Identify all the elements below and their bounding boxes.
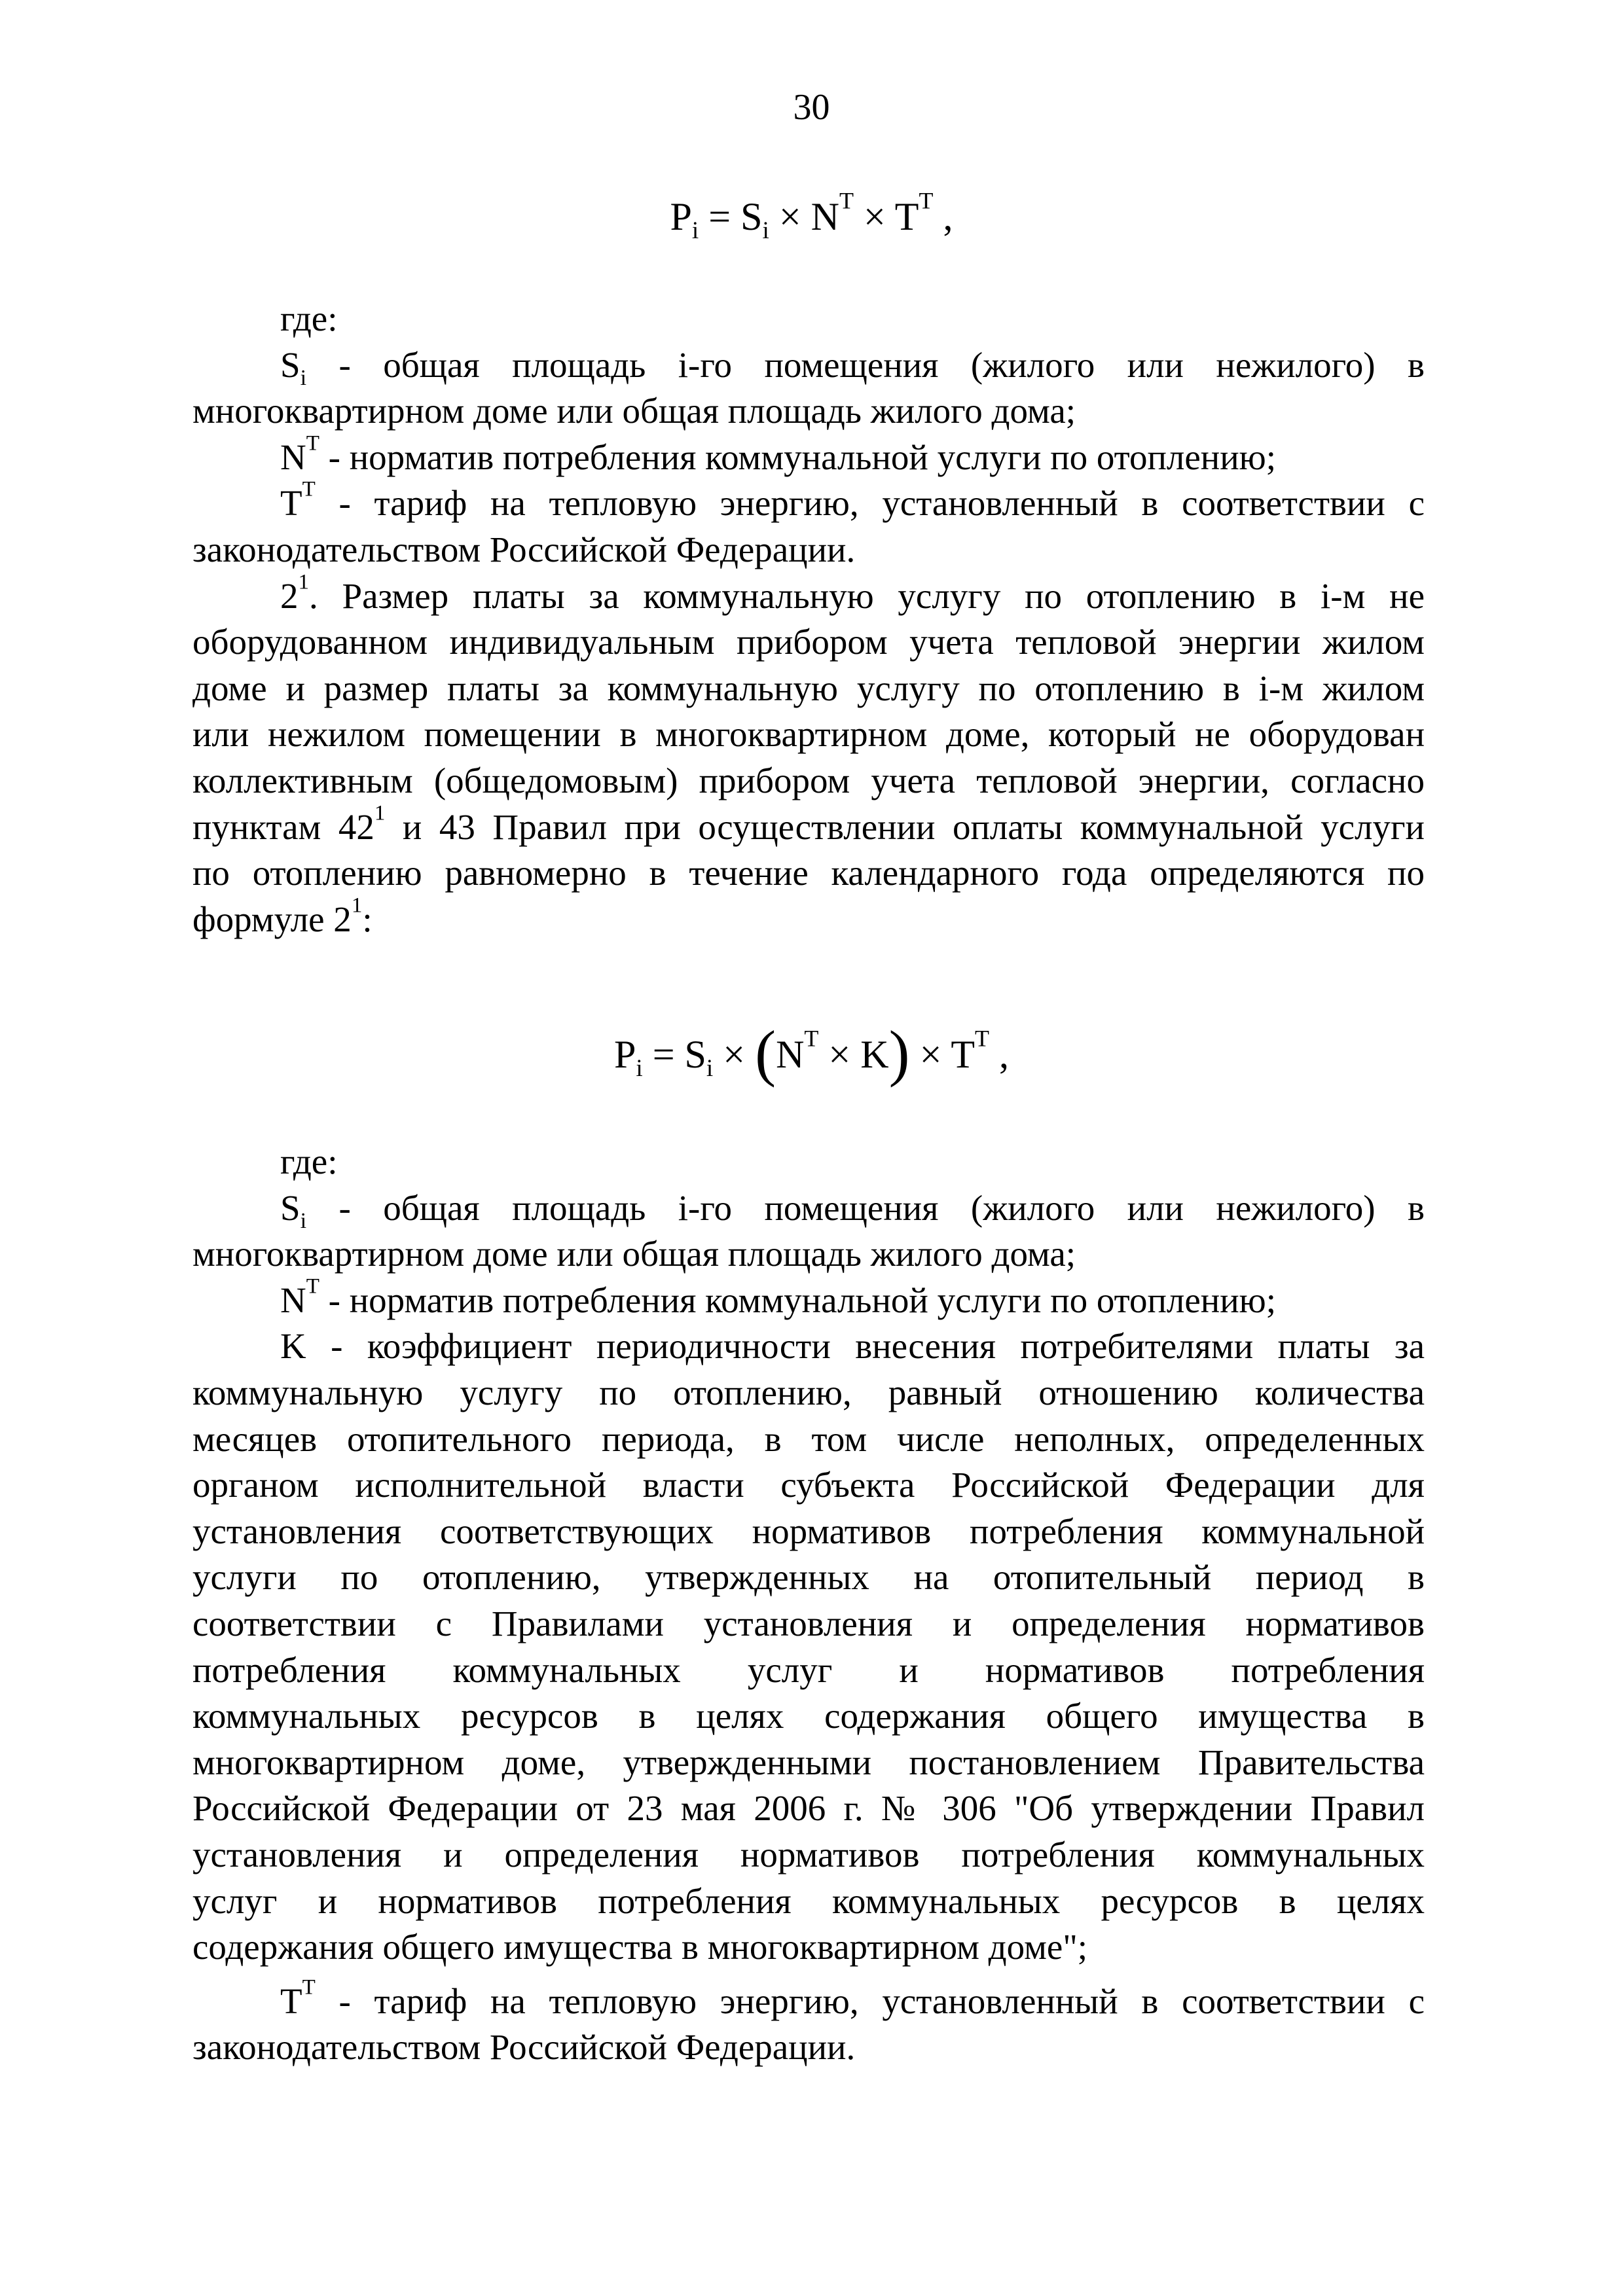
definition-n2: $N^T$ - норматив потребления коммунальной услуги по отоплению; — [280, 1277, 1277, 1320]
paragraph-2-1-line-5: коллективным (общедомовым) прибором учета тепловой энергии, согласно — [192, 760, 1425, 800]
definition-k-line-13: услуг и нормативов потребления коммунальных ресурсов в целях — [192, 1880, 1425, 1921]
definition-k-line-1: K - коэффициент периодичности внесения потребителями платы за — [280, 1326, 1425, 1367]
paragraph-2-1-line-8: формуле $2^1$: — [192, 896, 373, 939]
definition-t2-line-1: $T^T$ - тариф на тепловую энергию, установленный в соответствии с — [280, 1978, 1425, 2021]
definition-k-line-3: месяцев отопительного периода, в том числе неполных, определенных — [192, 1418, 1425, 1459]
paragraph-2-1-line-2: оборудованном индивидуальным прибором учета тепловой энергии жилом — [192, 622, 1425, 662]
definition-k-line-12: установления и определения нормативов потребления коммунальных — [192, 1834, 1425, 1874]
definition-t-line-2: законодательством Российской Федерации. — [192, 529, 856, 569]
definition-k-line-10: многоквартирном доме, утвержденными постановлением Правительства — [192, 1742, 1425, 1782]
definition-s-line-1: $S_i$ - общая площадь i-го помещения (жилого или нежилого) в — [280, 344, 1425, 389]
definitions-block-2 — [192, 1139, 1425, 2071]
paragraph-2-1-line-1: $2^1$. Размер платы за коммунальную услугу по отоплению в i-м не — [280, 573, 1425, 616]
definition-k-line-5: установления соответствующих нормативов потребления коммунальной — [192, 1511, 1425, 1551]
definition-k-line-4: органом исполнительной власти субъекта Российской Федерации для — [192, 1465, 1425, 1505]
formula-2: $P_i = S_i \times (N^T \times K) \times T^T$ , — [613, 1018, 1009, 1088]
where-label: где: — [280, 298, 338, 338]
paragraph-2-1-line-6: пунктам $42^1$ и 43 Правил при осуществлении оплаты коммунальной услуги — [192, 804, 1425, 847]
definition-s2-line-2: многоквартирном доме или общая площадь жилого дома; — [192, 1234, 1076, 1274]
formula-1: $P_i = S_i \times N^T \times T^T$ , — [670, 187, 953, 245]
definition-k-line-7: соответствии с Правилами установления и определения нормативов — [192, 1603, 1425, 1643]
definition-n: $N^T$ - норматив потребления коммунальной услуги по отоплению; — [280, 434, 1277, 477]
definition-t2-line-2: законодательством Российской Федерации. — [192, 2027, 856, 2068]
page-number: 30 — [793, 87, 830, 128]
paragraph-2-1-line-3: доме и размер платы за коммунальную услугу по отоплению в i-м жилом — [192, 668, 1425, 708]
paragraph-2-1-line-4: или нежилом помещении в многоквартирном доме, который не оборудован — [192, 714, 1425, 755]
definition-s-line-2: многоквартирном доме или общая площадь жилого дома; — [192, 391, 1076, 431]
definition-k-line-11: Российской Федерации от 23 мая 2006 г. № 306 "Об утверждении Правил — [192, 1788, 1425, 1829]
definition-k-line-8: потребления коммунальных услуг и нормативов потребления — [192, 1649, 1425, 1690]
definition-k-line-2: коммунальную услугу по отоплению, равный отношению количества — [192, 1372, 1425, 1412]
where-label-2: где: — [280, 1141, 338, 1181]
definition-k-line-14: содержания общего имущества в многоквартирном доме"; — [192, 1927, 1088, 1967]
definition-s2-line-1: $S_i$ - общая площадь i-го помещения (жилого или нежилого) в — [280, 1187, 1425, 1232]
definition-k-line-9: коммунальных ресурсов в целях содержания общего имущества в — [192, 1696, 1425, 1736]
definitions-block-1 — [192, 296, 1425, 942]
paragraph-2-1-line-7: по отоплению равномерно в течение календарного года определяются по — [192, 853, 1425, 893]
definition-k-line-6: услуги по отоплению, утвержденных на отопительный период в — [192, 1557, 1425, 1598]
definition-t-line-1: $T^T$ - тариф на тепловую энергию, установленный в соответствии с — [280, 480, 1425, 524]
